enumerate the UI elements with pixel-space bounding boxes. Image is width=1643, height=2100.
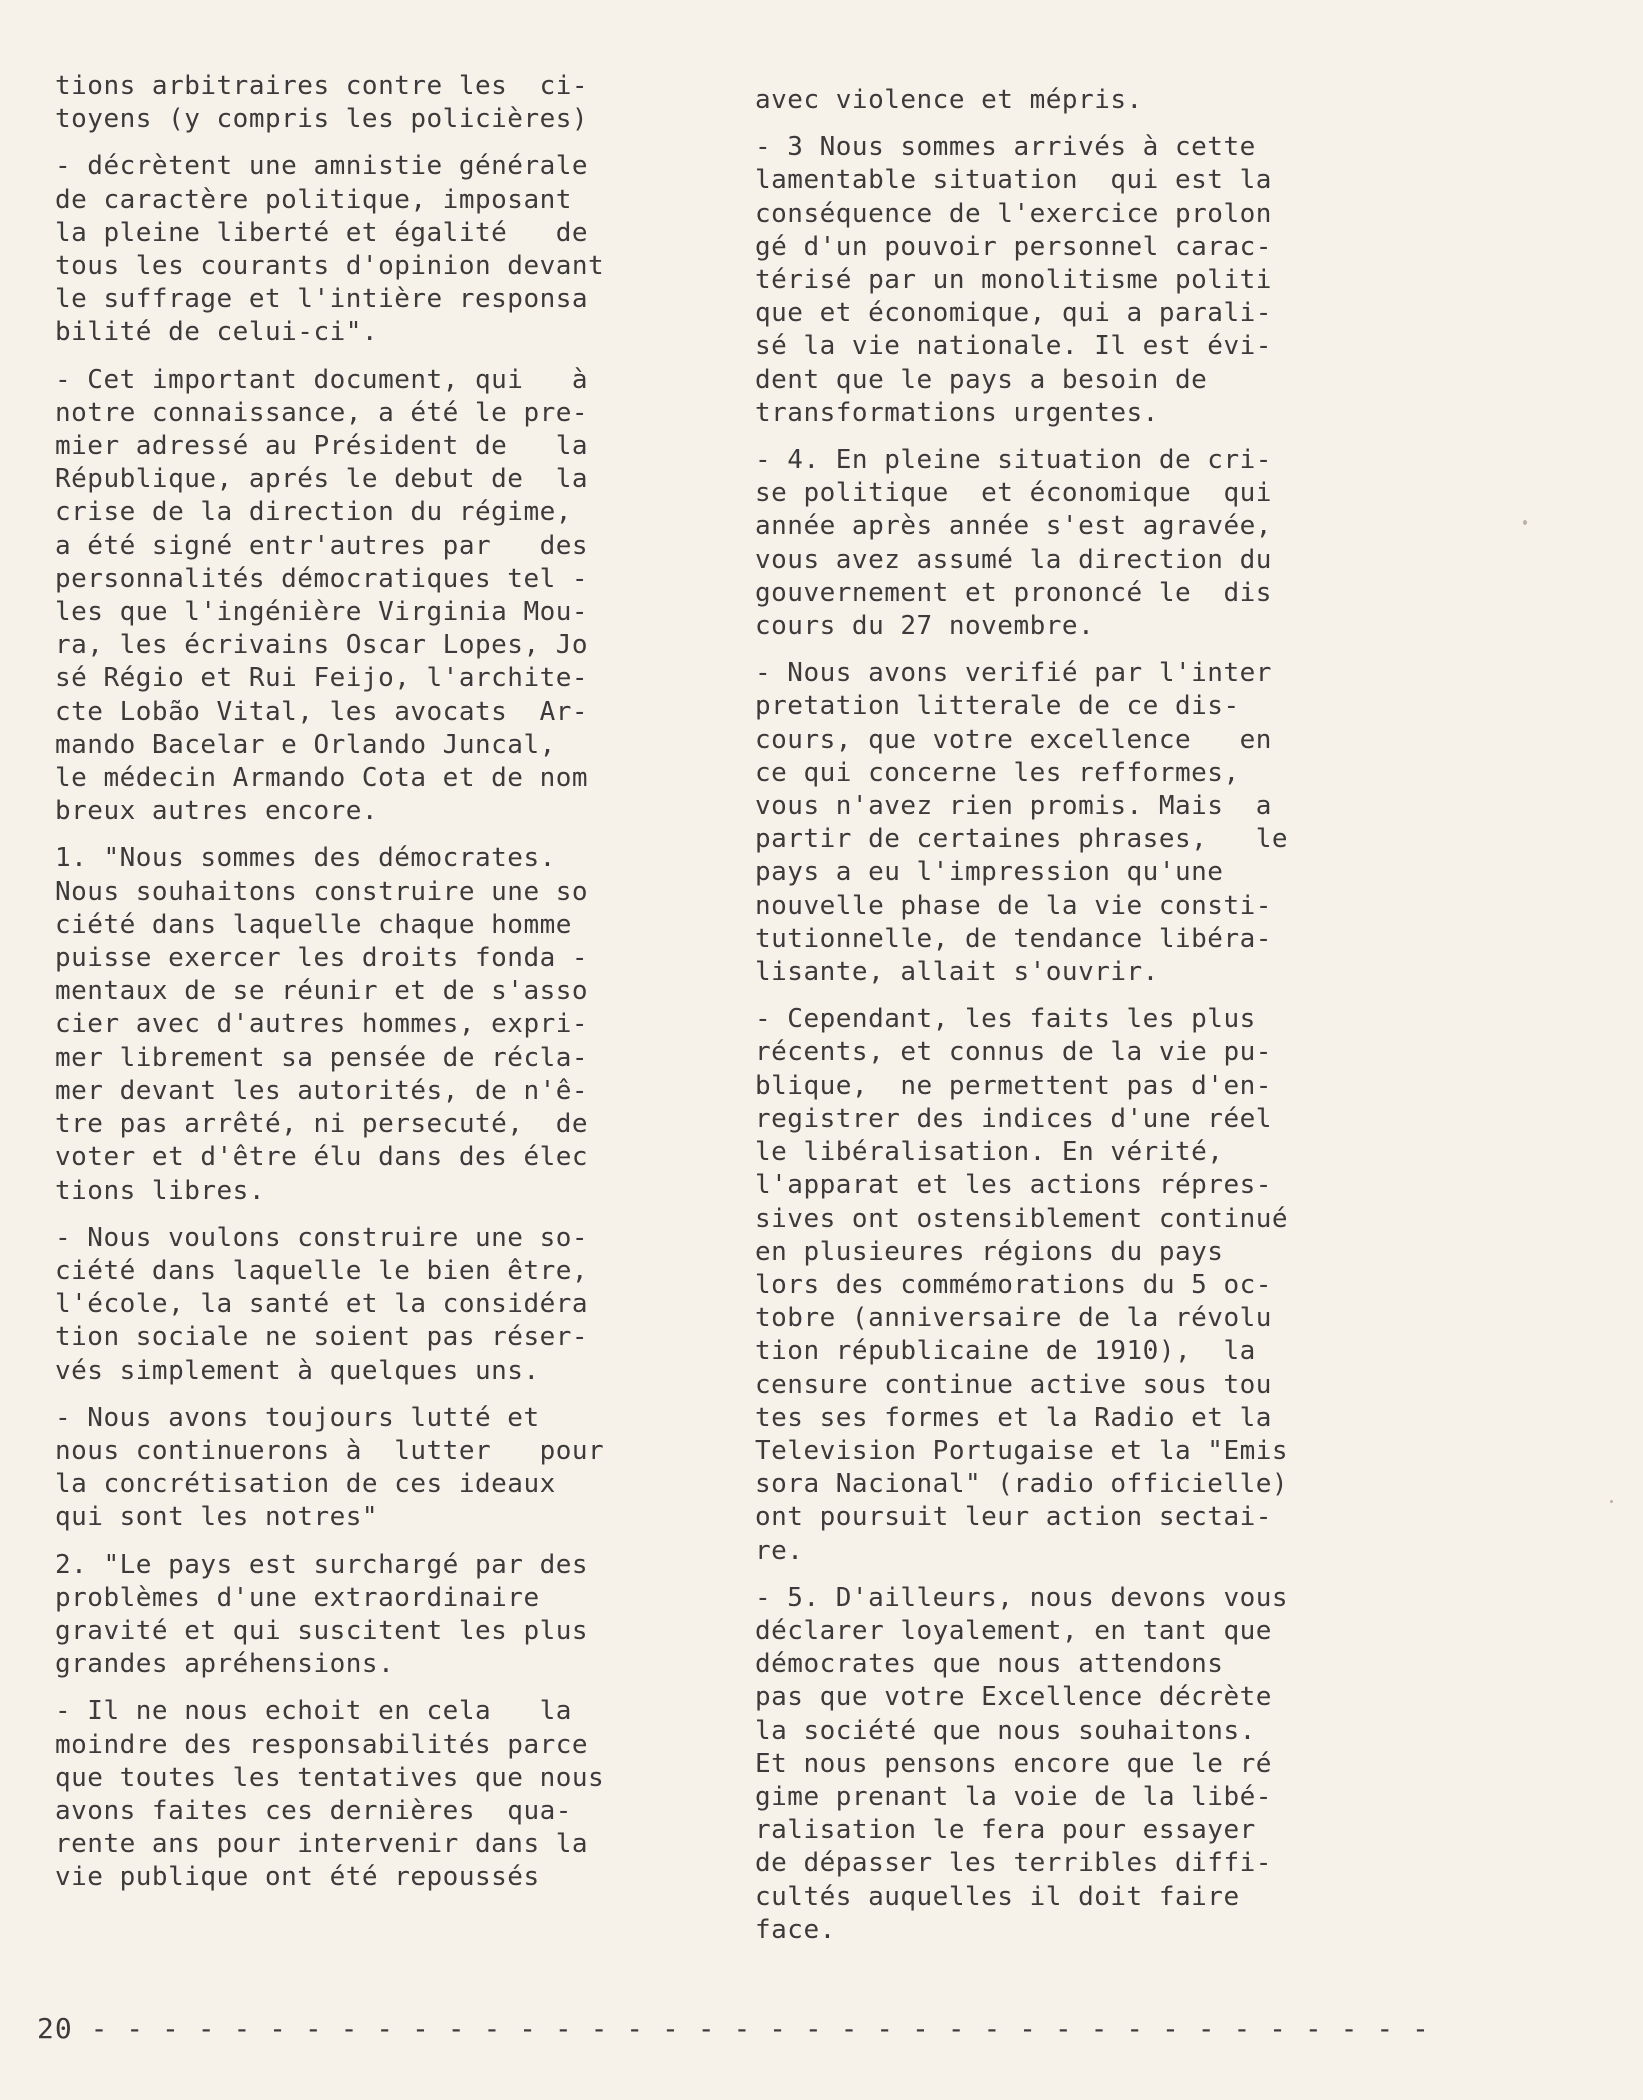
text-line: mer devant les autorités, de n'ê- [55, 1075, 589, 1106]
text-line: - Nous voulons construire une so- [55, 1222, 589, 1253]
text-line: l'école, la santé et la considéra [55, 1289, 589, 1320]
text-line: sora Nacional" (radio officielle) [755, 1469, 1289, 1500]
text-line: que et économique, qui a parali- [755, 298, 1272, 329]
text-line: problèmes d'une extraordinaire [55, 1582, 540, 1613]
text-line: tutionnelle, de tendance libéra- [755, 923, 1272, 954]
left-column [55, 70, 715, 1909]
text-line: cours, que votre excellence en [755, 724, 1272, 755]
text-line: partir de certaines phrases, le [755, 824, 1289, 855]
text-line: conséquence de l'exercice prolon [755, 198, 1272, 229]
text-line: térisé par un monolitisme politi [755, 265, 1272, 296]
text-line: avons faites ces dernières qua- [55, 1795, 572, 1826]
text-line: que toutes les tentatives que nous [55, 1762, 605, 1793]
text-line: a été signé entr'autres par des [55, 530, 589, 561]
text-line: les que l'ingénière Virginia Mou- [55, 597, 589, 628]
paragraph [755, 131, 1395, 430]
text-line: ont poursuit leur action sectai- [755, 1502, 1272, 1533]
text-line: breux autres encore. [55, 796, 379, 827]
paragraph [55, 150, 715, 349]
text-line: année après année s'est agravée, [755, 511, 1272, 542]
paragraph [55, 364, 715, 829]
text-line: toyens (y compris les policières) [55, 104, 589, 135]
text-line: tions arbitraires contre les ci- [55, 71, 589, 101]
paper-speck [1610, 1500, 1613, 1503]
text-line: déclarer loyalement, en tant que [755, 1615, 1272, 1646]
text-line: tion républicaine de 1910), la [755, 1336, 1256, 1367]
text-line: - décrètent une amnistie générale [55, 151, 589, 182]
text-line: cours du 27 novembre. [755, 611, 1095, 642]
text-line: dent que le pays a besoin de [755, 364, 1208, 395]
right-column [755, 84, 1395, 1961]
text-line: - Il ne nous echoit en cela la [55, 1696, 572, 1727]
text-line: ce qui concerne les refformes, [755, 757, 1240, 788]
paragraph [755, 444, 1395, 643]
text-line: Nous souhaitons construire une so [55, 876, 589, 907]
paragraph [755, 1003, 1395, 1567]
text-line: avec violence et mépris. [755, 85, 1143, 115]
text-line: tion sociale ne soient pas réser- [55, 1322, 589, 1353]
text-line: pretation litterale de ce dis- [755, 691, 1240, 722]
text-line: personnalités démocratiques tel - [55, 563, 589, 594]
text-line: vous avez assumé la direction du [755, 544, 1272, 575]
text-line: - 5. D'ailleurs, nous devons vous [755, 1582, 1289, 1613]
text-line: l'apparat et les actions répres- [755, 1170, 1272, 1201]
text-line: registrer des indices d'une réel [755, 1103, 1272, 1134]
text-line: mer librement sa pensée de récla- [55, 1042, 589, 1073]
text-line: ra, les écrivains Oscar Lopes, Jo [55, 630, 589, 661]
text-line: le libéralisation. En vérité, [755, 1137, 1224, 1168]
text-line: voter et d'être élu dans des élec [55, 1142, 589, 1173]
text-line: ciété dans laquelle chaque homme [55, 909, 572, 940]
text-line: bilité de celui-ci". [55, 317, 379, 348]
text-line: mando Bacelar e Orlando Juncal, [55, 729, 556, 760]
text-line: Television Portugaise et la "Emis [755, 1435, 1289, 1466]
text-line: tous les courants d'opinion devant [55, 251, 605, 282]
text-line: lamentable situation qui est la [755, 165, 1272, 196]
text-line: tre pas arrêté, ni persecuté, de [55, 1109, 589, 1140]
text-line: - Nous avons verifié par l'inter [755, 658, 1272, 689]
text-line: mentaux de se réunir et de s'asso [55, 976, 589, 1007]
text-line: gé d'un pouvoir personnel carac- [755, 231, 1272, 262]
text-line: récents, et connus de la vie pu- [755, 1037, 1272, 1068]
text-line: Et nous pensons encore que le ré [755, 1748, 1272, 1779]
page-footer [37, 2012, 1430, 2045]
text-line: démocrates que nous attendons [755, 1649, 1224, 1680]
page-number: 20 [37, 2012, 73, 2045]
text-line: lors des commémorations du 5 oc- [755, 1269, 1272, 1300]
text-line: la concrétisation de ces ideaux [55, 1469, 556, 1500]
text-line: nouvelle phase de la vie consti- [755, 890, 1272, 921]
text-line: sé la vie nationale. Il est évi- [755, 331, 1272, 362]
text-line: sé Régio et Rui Feijo, l'archite- [55, 663, 589, 694]
text-line: de dépasser les terribles diffi- [755, 1848, 1272, 1879]
paragraph [755, 657, 1395, 989]
text-line: cultés auquelles il doit faire [755, 1881, 1240, 1912]
paragraph [55, 1549, 715, 1682]
footer-dash-rule: - - - - - - - - - - - - - - - - - - - - - - - - - - - - - - - - - - - - - - [90, 2012, 1430, 2045]
text-line: - 3 Nous sommes arrivés à cette [755, 132, 1256, 163]
text-line: ralisation le fera pour essayer [755, 1815, 1256, 1846]
text-line: cte Lobão Vital, les avocats Ar- [55, 696, 589, 727]
paragraph [55, 70, 715, 136]
paragraph [55, 1695, 715, 1894]
text-line: sives ont ostensiblement continué [755, 1203, 1289, 1234]
text-line: - 4. En pleine situation de cri- [755, 445, 1272, 476]
text-line: 1. "Nous sommes des démocrates. [55, 843, 556, 874]
text-line: - Cependant, les faits les plus [755, 1004, 1256, 1035]
text-line: 2. "Le pays est surchargé par des [55, 1549, 589, 1580]
text-line: en plusieures régions du pays [755, 1236, 1224, 1267]
text-line: vie publique ont été repoussés [55, 1862, 540, 1893]
text-line: le suffrage et l'intière responsa [55, 284, 589, 315]
text-line: mier adressé au Président de la [55, 431, 589, 462]
text-line: re. [755, 1535, 804, 1566]
text-line: moindre des responsabilités parce [55, 1729, 589, 1760]
text-line: rente ans pour intervenir dans la [55, 1829, 589, 1860]
text-line: qui sont les notres" [55, 1502, 379, 1533]
text-line: gravité et qui suscitent les plus [55, 1615, 589, 1646]
text-line: de caractère politique, imposant [55, 184, 572, 215]
text-line: la pleine liberté et égalité de [55, 217, 589, 248]
paper-speck [1523, 520, 1527, 525]
text-line: crise de la direction du régime, [55, 497, 572, 528]
paragraph [55, 1402, 715, 1535]
text-line: tes ses formes et la Radio et la [755, 1402, 1272, 1433]
paragraph [55, 842, 715, 1207]
paragraph [55, 1222, 715, 1388]
text-line: notre connaissance, a été le pre- [55, 397, 589, 428]
text-line: tobre (anniversaire de la révolu [755, 1303, 1272, 1334]
text-line: blique, ne permettent pas d'en- [755, 1070, 1272, 1101]
text-line: pas que votre Excellence décrète [755, 1682, 1272, 1713]
paragraph [755, 84, 1395, 117]
text-line: censure continue active sous tou [755, 1369, 1272, 1400]
text-line: République, aprés le debut de la [55, 464, 589, 495]
text-line: gouvernement et prononcé le dis [755, 577, 1272, 608]
text-line: - Nous avons toujours lutté et [55, 1402, 540, 1433]
text-line: puisse exercer les droits fonda - [55, 943, 589, 974]
text-line: gime prenant la voie de la libé- [755, 1781, 1272, 1812]
text-line: tions libres. [55, 1175, 265, 1206]
text-line: grandes apréhensions. [55, 1649, 395, 1680]
text-line: transformations urgentes. [755, 397, 1159, 428]
text-line: le médecin Armando Cota et de nom [55, 763, 589, 794]
text-line: vés simplement à quelques uns. [55, 1355, 540, 1386]
text-line: nous continuerons à lutter pour [55, 1435, 605, 1466]
text-line: face. [755, 1914, 836, 1945]
text-line: vous n'avez rien promis. Mais a [755, 791, 1272, 822]
text-line: lisante, allait s'ouvrir. [755, 957, 1159, 988]
text-line: cier avec d'autres hommes, expri- [55, 1009, 589, 1040]
text-line: se politique et économique qui [755, 478, 1272, 509]
text-line: la société que nous souhaitons. [755, 1715, 1256, 1746]
text-line: - Cet important document, qui à [55, 364, 589, 395]
text-line: pays a eu l'impression qu'une [755, 857, 1224, 888]
paragraph [755, 1582, 1395, 1947]
text-line: ciété dans laquelle le bien être, [55, 1255, 589, 1286]
